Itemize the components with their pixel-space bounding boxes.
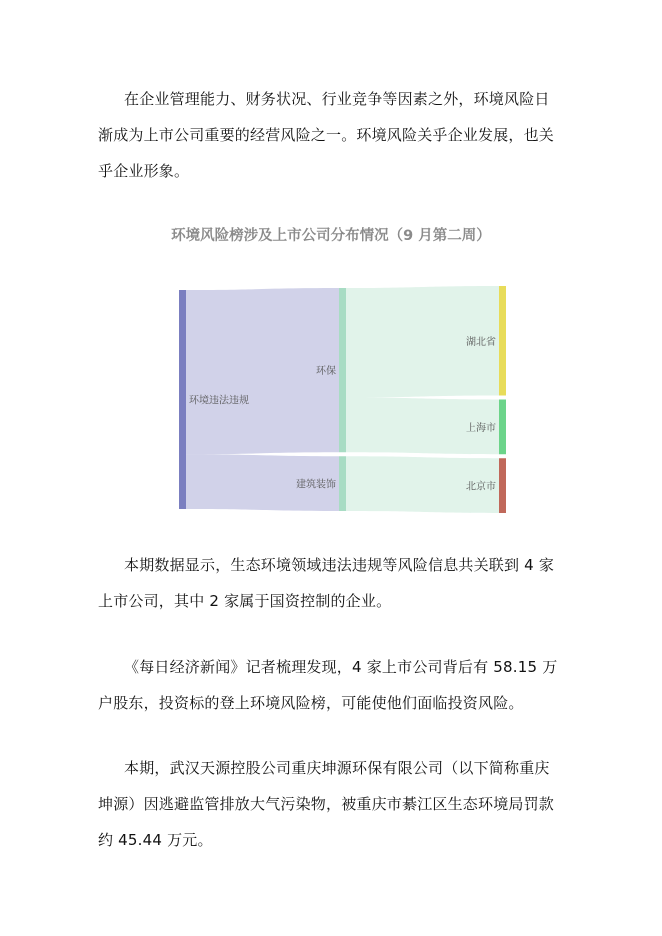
sankey-node-4 bbox=[499, 400, 506, 455]
sankey-node-3 bbox=[499, 286, 506, 396]
sankey-node-1 bbox=[339, 288, 346, 452]
intro-paragraph: 在企业管理能力、财务状况、行业竞争等因素之外，环境风险日渐成为上市公司重要的经营风险之一。环境风险关乎企业发展，也关乎企业形象。 bbox=[98, 90, 555, 180]
sankey-node-0 bbox=[179, 290, 186, 509]
sankey-node-label-0: 环境违法违规 bbox=[189, 395, 249, 407]
sankey-node-label-3: 湖北省 bbox=[466, 336, 496, 348]
sankey-node-2 bbox=[339, 456, 346, 511]
data-summary-paragraph: 本期数据显示，生态环境领域违法违规等风险信息共关联到 4 家上市公司，其中 2 家属于国资控制的企业。 bbox=[98, 556, 555, 610]
case-paragraph: 本期，武汉天源控股公司重庆坤源环保有限公司（以下简称重庆坤源）因逃避监管排放大气污染物，被重庆市綦江区生态环境局罚款约 45.44 万元。 bbox=[98, 759, 555, 849]
sankey-node-label-5: 北京市 bbox=[466, 481, 496, 493]
sankey-node-label-1: 环保 bbox=[316, 366, 336, 378]
sankey-node-label-2: 建筑装饰 bbox=[296, 479, 336, 491]
shareholder-paragraph: 《每日经济新闻》记者梳理发现，4 家上市公司背后有 58.15 万户股东，投资标的登上环境风险榜，可能使他们面临投资风险。 bbox=[98, 658, 558, 712]
sankey-node-5 bbox=[499, 458, 506, 513]
sankey-node-label-4: 上海市 bbox=[466, 422, 496, 434]
chart-title: 环境风险榜涉及上市公司分布情况（9 月第二周） bbox=[171, 228, 491, 244]
